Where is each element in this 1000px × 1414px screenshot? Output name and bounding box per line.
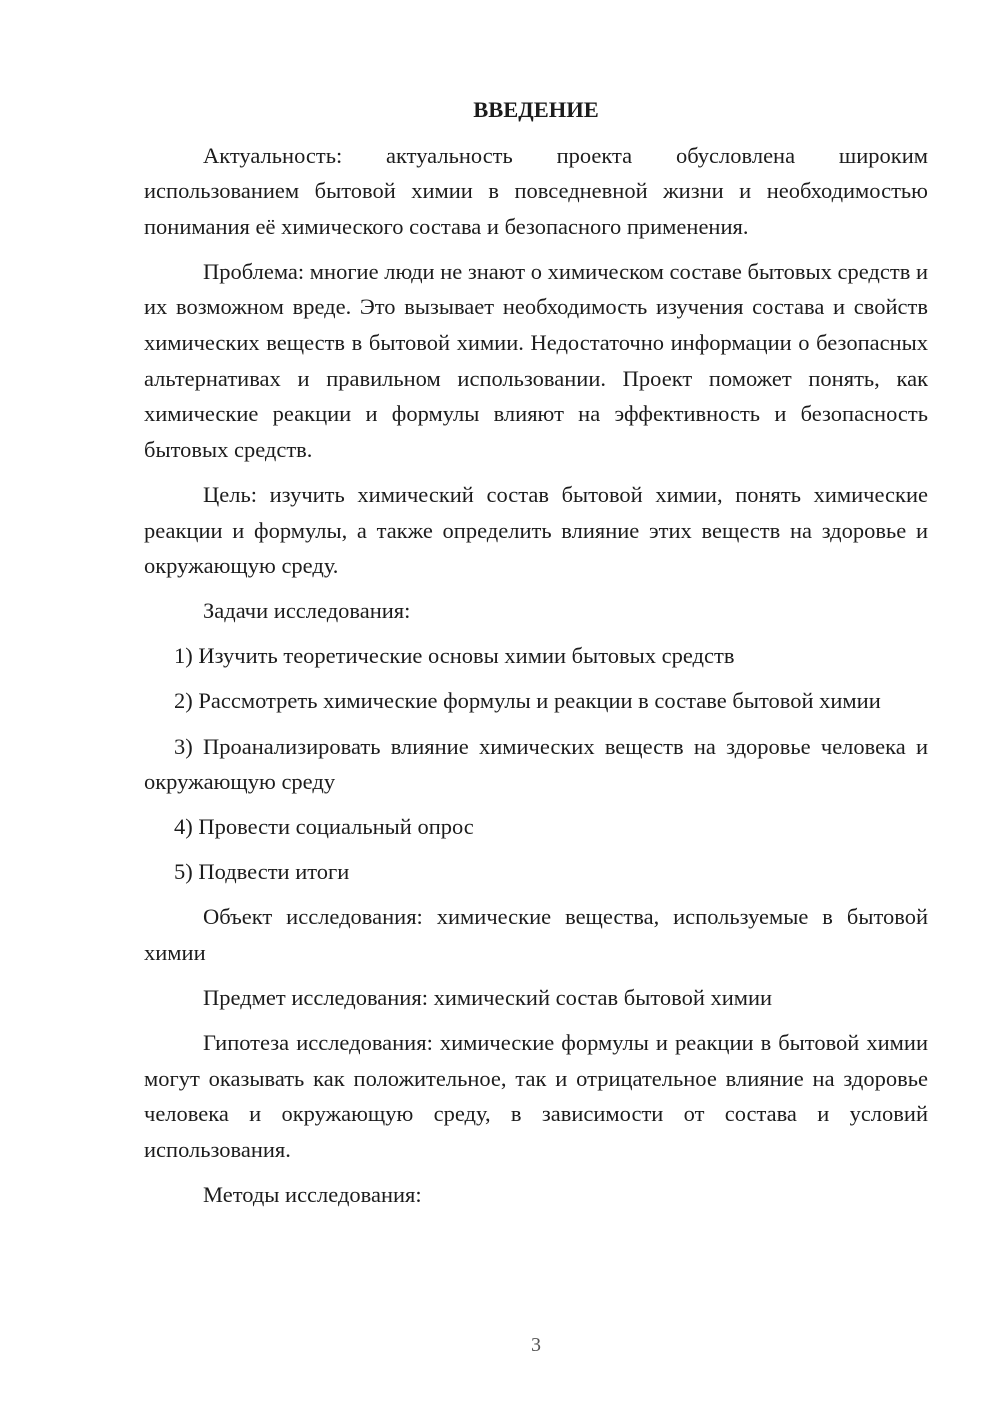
task-item: 5) Подвести итоги [174, 859, 350, 885]
section-title: ВВЕДЕНИЕ [473, 97, 599, 122]
task-item: 2) Рассмотреть химические формулы и реакции в составе бытовой химии [174, 688, 881, 714]
task-item: 4) Провести социальный опрос [174, 814, 474, 840]
hypothesis-paragraph: Гипотеза исследования: химические формулы и реакции в бытовой химии могут оказывать как положительное, так и отрицательное влияние на здоровье человека и окружающую среду, в зависимости от состава и условий использования. [144, 1030, 928, 1162]
methods-heading: Методы исследования: [203, 1182, 422, 1208]
document-page [144, 92, 928, 1222]
problem-paragraph: Проблема: многие люди не знают о химическом составе бытовых средств и их возможном вреде. Это вызывает необходимость изучения состава и свойств химических веществ в бытовой химии. Недостаточно информации о безопасных альтернативах и правильном использовании. Проект поможет понять, как химические реакции и формулы влияют на эффективность и безопасность бытовых средств. [144, 258, 928, 462]
subject-paragraph: Предмет исследования: химический состав бытовой химии [203, 985, 773, 1011]
object-paragraph: Объект исследования: химические вещества, используемые в бытовой химии [144, 904, 928, 965]
goal-paragraph: Цель: изучить химический состав бытовой химии, понять химические реакции и формулы, а также определить влияние этих веществ на здоровье и окружающую среду. [144, 481, 928, 579]
tasks-heading: Задачи исследования: [203, 598, 411, 624]
page-number: 3 [531, 1334, 541, 1356]
relevance-paragraph: Актуальность: актуальность проекта обусловлена широким использованием бытовой химии в повседневной жизни и необходимостью понимания её химического состава и безопасного применения. [144, 142, 928, 239]
task-item: 1) Изучить теоретические основы химии бытовых средств [174, 643, 735, 669]
task-item: 3) Проанализировать влияние химических веществ на здоровье человека и окружающую среду [144, 733, 928, 795]
